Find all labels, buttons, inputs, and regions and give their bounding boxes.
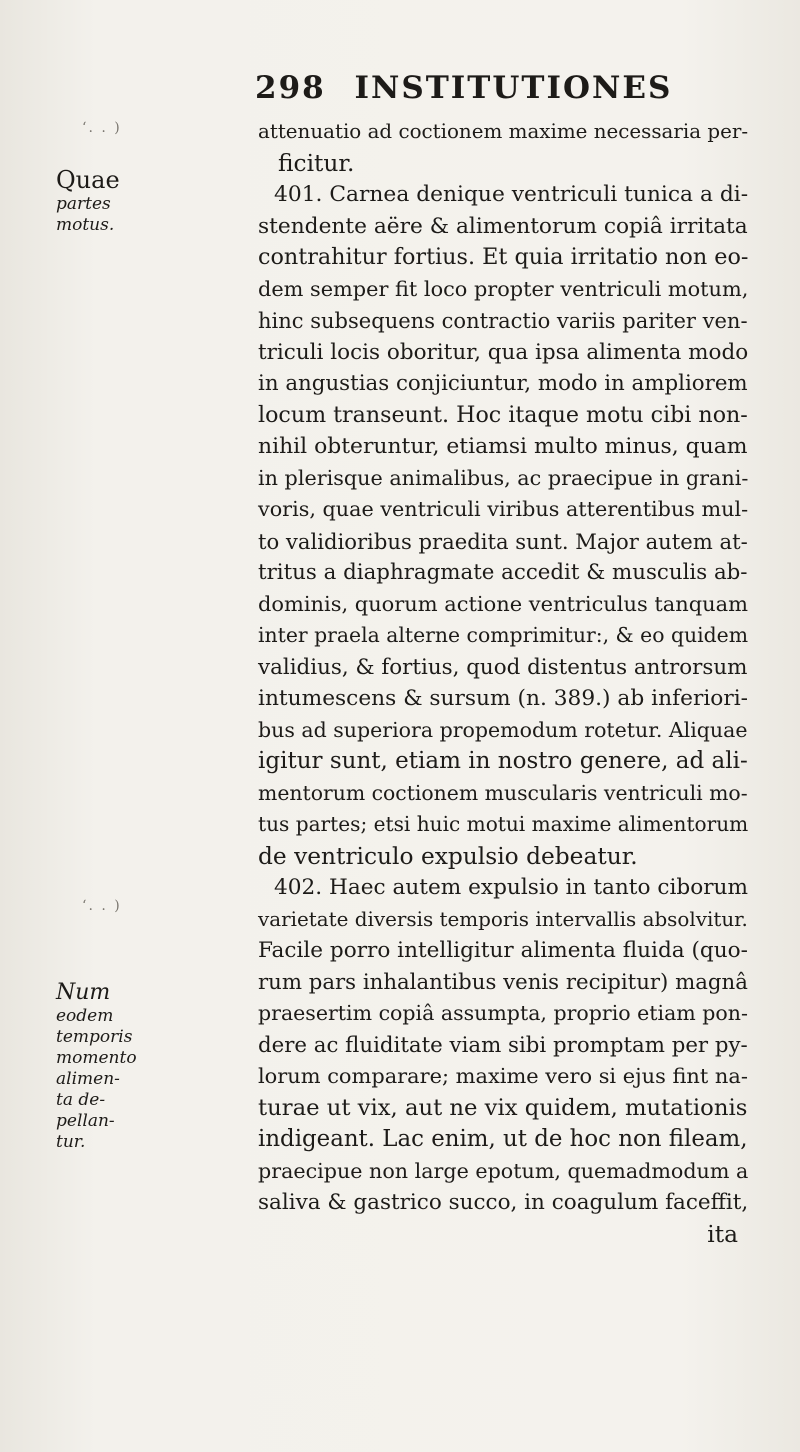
text-line: to validioribus praedita sunt. Major autem at- [258, 528, 748, 554]
text-line: Facile porro intelligitur alimenta fluida (quo- [258, 938, 748, 963]
margin-note-line: tur. [56, 1132, 86, 1152]
margin-note-line: pellan- [56, 1111, 115, 1131]
text-line: bus ad superiora propemodum rotetur. Aliquae [258, 717, 748, 742]
page-number: 298 [255, 70, 326, 106]
text-line: 401. Carnea denique ventriculi tunica a di- [274, 182, 749, 207]
margin-note-quae [56, 166, 156, 236]
margin-note-num [56, 980, 156, 1153]
margin-note-line: motus. [56, 215, 115, 235]
text-line: ficitur. [278, 149, 355, 177]
text-line: nihil obteruntur, etiamsi multo minus, quam [258, 434, 748, 459]
text-line: validius, & fortius, quod distentus antrorsum [258, 654, 748, 680]
text-line: contrahitur fortius. Et quia irritatio non eo- [258, 244, 749, 270]
text-line: locum transeunt. Hoc itaque motu cibi non- [258, 401, 748, 428]
text-line: saliva & gastrico succo, in coagulum faceffit, [258, 1190, 749, 1215]
text-line: praecipue non large epotum, quemadmodum a [258, 1158, 749, 1183]
text-line: tus partes; etsi huic motui maxime alimentorum [258, 812, 749, 836]
bracket-mark: ‘. . ) [82, 120, 122, 136]
text-line: attenuatio ad coctionem maxime necessaria per- [258, 120, 749, 143]
text-line: igitur sunt, etiam in nostro genere, ad ali- [258, 748, 748, 774]
bracket-mark: ‘. . ) [82, 898, 122, 914]
text-line: hinc subsequens contractio variis pariter ven- [258, 308, 748, 333]
margin-note-line: momento [56, 1048, 137, 1068]
text-line: dere ac fluiditate viam sibi promptam per py- [258, 1032, 748, 1058]
margin-note-line: ta de- [56, 1090, 106, 1110]
text-line: 402. Haec autem expulsio in tanto ciborum [274, 875, 748, 900]
margin-note-line: Quae [56, 166, 120, 194]
margin-note-line: Num [56, 980, 111, 1005]
text-line: dem semper fit loco propter ventriculi motum, [258, 276, 749, 301]
text-line: in plerisque animalibus, ac praecipue in grani- [258, 465, 749, 490]
margin-note-line: partes [56, 194, 111, 214]
text-line: voris, quae ventriculi viribus atterentibus mul- [258, 497, 749, 521]
text-line: praesertim copiâ assumpta, proprio etiam pon- [258, 1001, 748, 1025]
margin-note-line: temporis [56, 1027, 133, 1047]
body-text [258, 116, 748, 1250]
margin-note-line: alimen- [56, 1069, 120, 1089]
text-line: triculi locis oboritur, qua ipsa alimenta modo [258, 339, 749, 365]
text-line: tritus a diaphragmate accedit & musculis ab- [258, 560, 748, 585]
running-header [255, 70, 675, 106]
text-line: dominis, quorum actione ventriculus tanquam [258, 591, 748, 616]
text-line: lorum comparare; maxime vero si ejus fint na- [258, 1064, 748, 1088]
running-title: INSTITUTIONES [354, 70, 673, 106]
text-line: indigeant. Lac enim, ut de hoc non fileam, [258, 1126, 748, 1152]
text-line: de ventriculo expulsio debeatur. [258, 842, 638, 870]
text-line: rum pars inhalantibus venis recipitur) magnâ [258, 969, 748, 995]
text-line: intumescens & sursum (n. 389.) ab inferiori- [258, 686, 748, 711]
text-line: in angustias conjiciuntur, modo in ampliorem [258, 371, 748, 396]
text-line: stendente aëre & alimentorum copiâ irritata [258, 213, 748, 239]
catchword: ita [707, 1220, 738, 1248]
text-line: turae ut vix, aut ne vix quidem, mutationis [258, 1094, 748, 1121]
text-line: inter praela alterne comprimitur:, & eo quidem [258, 623, 749, 647]
text-line: varietate diversis temporis intervallis absolvitur. [258, 907, 748, 931]
text-line: mentorum coctionem muscularis ventriculi mo- [258, 780, 748, 805]
margin-note-line: eodem [56, 1006, 114, 1026]
